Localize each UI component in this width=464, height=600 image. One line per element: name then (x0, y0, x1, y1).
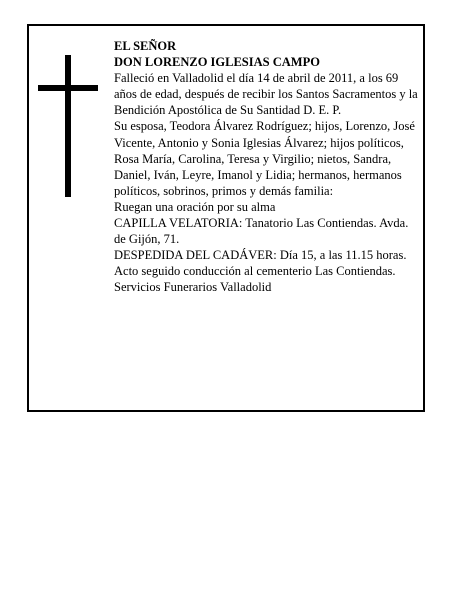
deceased-name: DON LORENZO IGLESIAS CAMPO (114, 55, 320, 70)
funeral-home: Servicios Funerarios Valladolid (114, 280, 272, 295)
death-notice: Falleció en Valladolid el día 14 de abril de 2011, a los 69 años de edad, después de recibir los Santos Sacramentos y la Bendición Apostólica de Su Santidad D. E. P. (114, 71, 418, 118)
prayer-request: Ruegan una oración por su alma (114, 199, 276, 214)
farewell-info: DESPEDIDA DEL CADÁVER: Día 15, a las 11.15 horas. Acto seguido conducción al cementerio Las Contiendas. (114, 248, 407, 279)
family-list: Su esposa, Teodora Álvarez Rodríguez; hijos, Lorenzo, José Vicente, Antonio y Sonia Iglesias Álvarez; hijos políticos, Rosa María, Carolina, Teresa y Virgilio; nietos, Sandra, Daniel, Iván, Leyre, Imanol y Lidia; hermanos, hermanos políticos, sobrinos, primos y demás familia: (114, 119, 415, 198)
obituary-heading: EL SEÑOR (114, 39, 177, 53)
latin-cross-icon (38, 55, 98, 197)
chapel-info: CAPILLA VELATORIA: Tanatorio Las Contiendas. Avda. de Gijón, 71. (114, 216, 409, 247)
cross-vertical-bar (65, 55, 71, 197)
obituary-text (114, 38, 420, 296)
cross-horizontal-bar (38, 85, 98, 91)
